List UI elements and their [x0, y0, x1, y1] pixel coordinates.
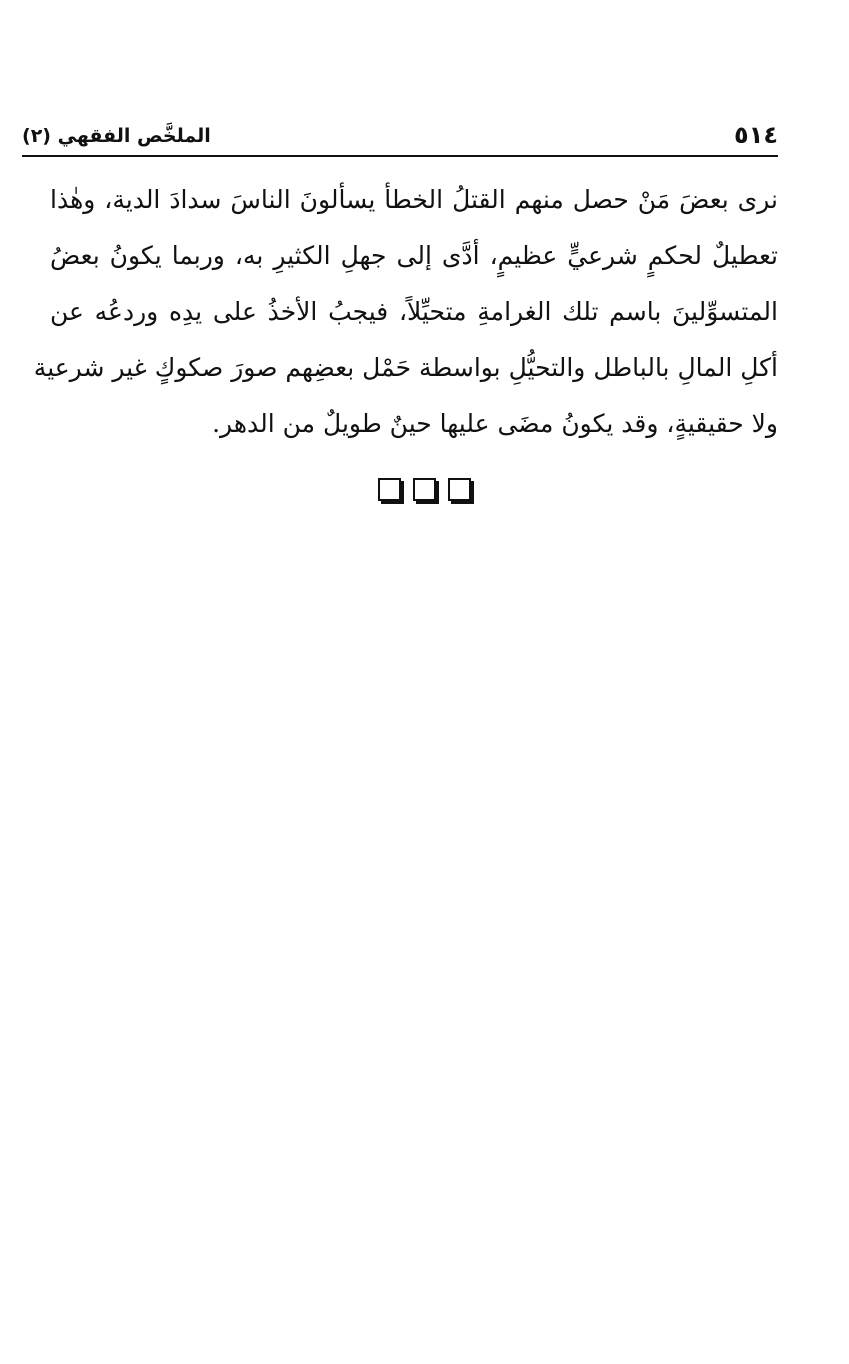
- text-line: تعطيلٌ لحكمٍ شرعيٍّ عظيمٍ، أدَّى إلى جهلِ الكثيرِ به، وربما يكونُ بعضُ: [50, 241, 778, 270]
- page-header: [22, 118, 778, 158]
- text-line: ولا حقيقيةٍ، وقد يكونُ مضَى عليها حينٌ طويلٌ من الدهر.: [212, 409, 778, 438]
- text-line: نرى بعضَ مَنْ حصل منهم القتلُ الخطأ يسألونَ الناسَ سدادَ الدية، وهٰذا: [50, 185, 778, 214]
- square-mark-icon: [413, 478, 436, 501]
- text-line: المتسوِّلينَ باسم تلك الغرامةِ متحيِّلاً، فيجبُ الأخذُ على يدِه وردعُه عن: [50, 297, 778, 326]
- section-end-marks: [0, 478, 849, 501]
- book-title: الملخَّص الفقهي (٢): [22, 125, 211, 147]
- square-mark-icon: [378, 478, 401, 501]
- header-divider: [22, 155, 778, 157]
- page-number: ٥١٤: [734, 121, 778, 149]
- square-mark-icon: [448, 478, 471, 501]
- body-paragraph: [33, 172, 778, 452]
- text-line: أكلِ المالِ بالباطل والتحيُّلِ بواسطة حَمْل بعضِهم صورَ صكوكٍ غير شرعية: [33, 353, 778, 382]
